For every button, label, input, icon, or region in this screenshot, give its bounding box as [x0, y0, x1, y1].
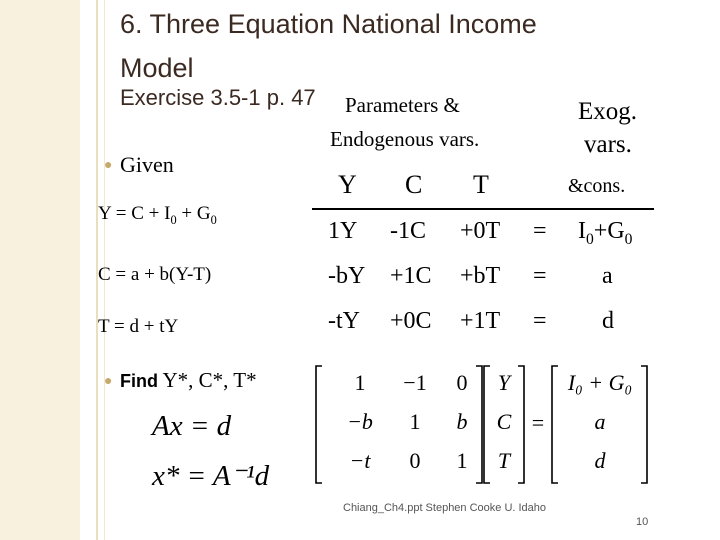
constants-header: &cons.	[568, 175, 626, 197]
matrix-equals: =	[531, 410, 545, 435]
bracket-left	[316, 366, 322, 483]
find-line	[120, 368, 257, 393]
table-cell: +1C	[390, 263, 432, 289]
exercise-reference: Exercise 3.5-1 p. 47	[120, 85, 316, 110]
find-label: Find	[120, 371, 158, 391]
matrix-cell: −b	[347, 409, 373, 434]
matrix-cell: −t	[349, 448, 371, 473]
rhs-cell: I₀ + G₀	[567, 370, 633, 395]
matrix-cell: 1	[409, 409, 421, 434]
bullet-icon: ●	[104, 374, 113, 389]
table-rhs: a	[602, 263, 613, 289]
variable-c-header: C	[405, 170, 423, 199]
equation-tax: T = d + tY	[98, 316, 179, 337]
bullet-icon: ●	[104, 158, 113, 173]
equation-consumption: C = a + b(Y-T)	[98, 264, 212, 285]
matrix-cell: −1	[403, 370, 427, 395]
table-equals: =	[533, 218, 547, 244]
rhs-cell: a	[594, 409, 606, 434]
footer-source: Chiang_Ch4.ppt Stephen Cooke U. Idaho	[343, 502, 547, 514]
title-line-2: Model	[120, 53, 194, 83]
formula-ax-equals-d: Ax = d	[152, 410, 232, 442]
variable-y-header: Y	[338, 170, 357, 199]
table-cell: +bT	[460, 263, 501, 289]
page-number: 10	[636, 516, 649, 528]
parameters-header: Parameters &	[345, 93, 460, 117]
equation-income: $Y = C + I_0 + G_0$	[98, 203, 217, 227]
exogenous-header-line1: Exog.	[578, 98, 638, 125]
table-cell: -1C	[390, 218, 426, 244]
exogenous-header-line2: vars.	[584, 131, 632, 158]
table-rhs: d	[602, 308, 614, 334]
table-rhs: $I_0+G_0$	[578, 218, 633, 248]
slide-title	[120, 2, 537, 90]
vector-cell: C	[496, 409, 512, 434]
matrix-cell: 1	[456, 448, 468, 473]
table-equals: =	[533, 263, 547, 289]
matrix-cell: 1	[354, 370, 366, 395]
table-cell: +1T	[460, 308, 501, 334]
matrix-cell: 0	[409, 448, 421, 473]
formula-x-star: x* = A⁻¹d	[152, 460, 270, 492]
endogenous-header: Endogenous vars.	[330, 127, 480, 151]
table-rule	[312, 208, 654, 210]
matrix-cell: b	[456, 409, 468, 434]
matrix-cell: 0	[456, 370, 468, 395]
left-decorative-band	[0, 0, 80, 540]
rhs-cell: d	[594, 448, 606, 473]
vector-cell: Y	[497, 370, 511, 395]
title-line-1: 6. Three Equation National Income	[120, 9, 537, 39]
given-label: Given	[120, 152, 174, 177]
bracket-left	[484, 366, 490, 483]
variable-t-header: T	[473, 170, 489, 199]
bracket-right	[641, 366, 647, 483]
table-cell: 1Y	[328, 218, 358, 244]
bracket-left	[552, 366, 558, 483]
table-equals: =	[533, 308, 547, 334]
bracket-right	[476, 366, 482, 483]
table-cell: -bY	[328, 263, 366, 289]
table-cell: +0T	[460, 218, 501, 244]
matrix-equation	[312, 362, 672, 487]
vector-cell: T	[497, 448, 511, 473]
find-targets: Y*, C*, T*	[158, 368, 257, 392]
bracket-right	[518, 366, 524, 483]
table-cell: +0C	[390, 308, 432, 334]
table-cell: -tY	[328, 308, 360, 334]
